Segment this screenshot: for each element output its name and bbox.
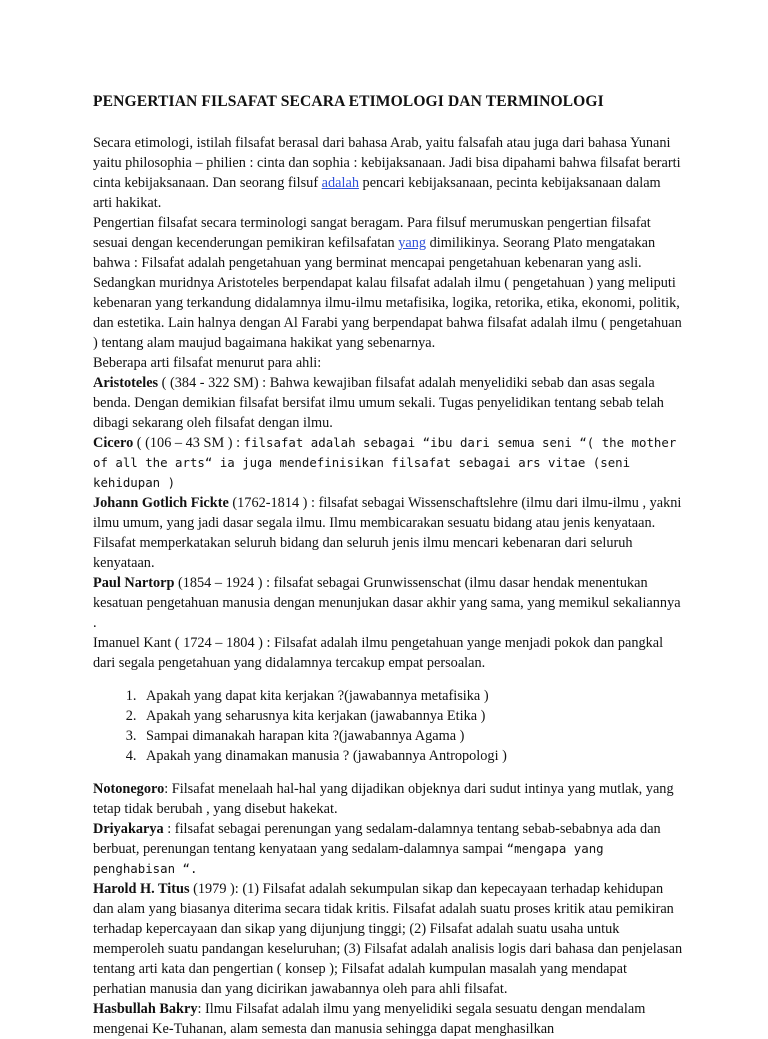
expert-text-nartorp: (1854 – 1924 ) : filsafat sebagai Grunwissenschat (ilmu dasar hendak menentukan kesatuan pengetahuan manusia dengan menunjukan dasar akhir yang sama, yang memikul sekaliannya . bbox=[93, 575, 681, 631]
expert-text-cicero-b: filsafat adalah sebagai “ibu dari semua seni “( the mother of all the arts“ ia juga mendefinisikan filsafat sebagai ars vitae (seni kehidupan ) bbox=[93, 435, 677, 490]
list-item: 1. Apakah yang dapat kita kerjakan ?(jawabannya metafisika ) bbox=[140, 686, 683, 706]
expert-text-fickte: (1762-1814 ) : filsafat sebagai Wissenschaftslehre (ilmu dari ilmu-ilmu , yakni ilmu umum, yang jadi dasar segala ilmu. Ilmu membicarakan sesuatu bidang atau jenis kenyataan. Filsafat memperkatakan seluruh bidang dan seluruh jenis ilmu mencari kebenaran dari seluruh kenyataan. bbox=[93, 495, 682, 571]
expert-titus bbox=[93, 879, 683, 999]
expert-name-nartorp: Paul Nartorp bbox=[93, 575, 175, 591]
list-item: 3. Sampai dimanakah harapan kita ?(jawabannya Agama ) bbox=[140, 726, 683, 746]
expert-text-driyakarya-a: : filsafat sebagai perenungan yang sedalam-dalamnya tentang sebab-sebabnya ada dan berbuat, perenungan tentang kenyataan yang sedalam-dalamnya sampai bbox=[93, 821, 661, 857]
expert-text-notonegoro: : Filsafat menelaah hal-hal yang dijadikan objeknya dari sudut intinya yang mutlak, yang tetap tidak berubah , yang disebut hakekat. bbox=[93, 781, 674, 817]
expert-name-fickte: Johann Gotlich Fickte bbox=[93, 495, 229, 511]
expert-text-bakry: : Ilmu Filsafat adalah ilmu yang menyelidiki segala sesuatu dengan mendalam mengenai Ke-Tuhanan, alam semesta dan manusia sehingga dapat menghasilkan bbox=[93, 1001, 646, 1037]
expert-fickte bbox=[93, 493, 683, 573]
experts-lead: Beberapa arti filsafat menurut para ahli: bbox=[93, 355, 322, 371]
document-body bbox=[93, 92, 683, 1039]
expert-name-titus: Harold H. Titus bbox=[93, 881, 190, 897]
paragraph-etimologi bbox=[93, 133, 683, 213]
paragraph-terminologi bbox=[93, 213, 683, 353]
yang-link[interactable]: yang bbox=[398, 235, 427, 251]
expert-nartorp bbox=[93, 573, 683, 633]
expert-kant: Imanuel Kant ( 1724 – 1804 ) : Filsafat adalah ilmu pengetahuan yange menjadi pokok dan pangkal dari segala pengetahuan yang didalamnya tercakup empat persoalan. bbox=[93, 635, 664, 671]
expert-aristoteles bbox=[93, 373, 683, 433]
expert-name-driyakarya: Driyakarya bbox=[93, 821, 164, 837]
expert-notonegoro bbox=[93, 779, 683, 819]
expert-text-aristoteles: ( (384 - 322 SM) : Bahwa kewajiban filsafat adalah menyelidiki sebab dan asas segala benda. Dengan demikian filsafat bersifat ilmu umum sekali. Tugas penyelidikan tentang sebab telah dibagi sekarang oleh filsafat dengan ilmu. bbox=[93, 375, 664, 431]
expert-text-driyakarya-b: “mengapa yang penghabisan “. bbox=[93, 841, 604, 876]
etimologi-text-start: Secara etimologi, istilah filsafat berasal dari bahasa Arab, yaitu falsafah atau juga dari bahasa Yunani yaitu philosophia – philien : cinta dan sophia : kebijaksanaan. Jadi bisa dipahami bahwa filsafat berarti cinta kebijaksanaan. Dan seorang filsuf bbox=[93, 135, 681, 191]
list-item: 2. Apakah yang seharusnya kita kerjakan (jawabannya Etika ) bbox=[140, 706, 683, 726]
terminologi-text-start: Pengertian filsafat secara terminologi sangat beragam. Para filsuf merumuskan pengertian filsafat sesuai dengan kecenderungan pemikiran kefilsafatan bbox=[93, 215, 651, 251]
expert-text-titus: (1979 ): (1) Filsafat adalah sekumpulan sikap dan kepecayaan terhadap kehidupan dan alam yang biasanya diterima secara tidak kritis. Filsafat adalah suatu proses kritik atau pemikiran terhadap kepercayaan dan sikap yang dijunjung tinggi; (2) Filsafat adalah suatu usaha untuk memperoleh suatu pandangan keseluruhan; (3) Filsafat adalah analisis logis dari bahasa dan penjelasan tentang arti kata dan pengertian ( konsep ); Filsafat adalah kumpulan masalah yang mendapat perhatian manusia dan yang dicirikan jawabannya oleh para ahli filsafat. bbox=[93, 881, 683, 997]
expert-driyakarya bbox=[93, 819, 683, 879]
list-item: 4. Apakah yang dinamakan manusia ? (jawabannya Antropologi ) bbox=[140, 746, 683, 766]
adalah-link[interactable]: adalah bbox=[321, 175, 359, 191]
expert-text-cicero-a: ( (106 – 43 SM ) : bbox=[133, 435, 244, 451]
expert-name-bakry: Hasbullah Bakry bbox=[93, 1001, 198, 1017]
kant-questions-list bbox=[93, 686, 683, 766]
expert-bakry bbox=[93, 999, 683, 1039]
terminologi-text-end: dimilikinya. Seorang Plato mengatakan bahwa : Filsafat adalah pengetahuan yang berminat mencapai pengetahuan kebenaran yang asli. Sedangkan muridnya Aristoteles berpendapat kalau filsafat adalah ilmu ( pengetahuan ) yang meliputi kebenaran yang terkandung didalamnya ilmu-ilmu metafisika, logika, retorika, etika, ekonomi, politik, dan estetika. Lain halnya dengan Al Farabi yang berpendapat bahwa filsafat adalah ilmu ( pengetahuan ) tentang alam maujud bagaimana hakikat yang sebenarnya. bbox=[93, 235, 682, 351]
expert-cicero bbox=[93, 433, 683, 493]
etimologi-text-end: pencari kebijaksanaan, pecinta kebijaksanaan dalam arti hakikat. bbox=[93, 175, 661, 211]
expert-name-cicero: Cicero bbox=[93, 435, 134, 451]
expert-name-notonegoro: Notonegoro bbox=[93, 781, 165, 797]
page-title: PENGERTIAN FILSAFAT SECARA ETIMOLOGI DAN TERMINOLOGI bbox=[93, 93, 604, 110]
expert-name-aristoteles: Aristoteles bbox=[93, 375, 159, 391]
